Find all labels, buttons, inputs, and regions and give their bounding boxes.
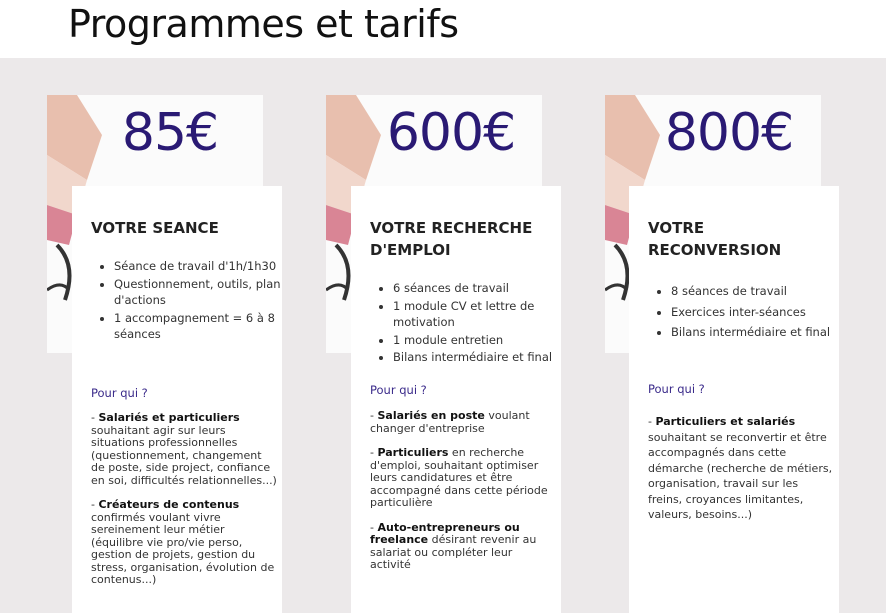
feature-list <box>374 280 561 367</box>
audience-bold: Particuliers et salariés <box>655 415 796 428</box>
audience-bold: Créateurs de contenus <box>98 498 240 511</box>
audience-text: souhaitant se reconvertir et être accompagnés dans cette démarche (recherche de métiers, organisation, travail sur les freins, croyances limitantes, valeurs, besoins...) <box>648 430 833 521</box>
feature-item: • 8 séances de travail <box>671 283 839 300</box>
price: 85€ <box>121 103 219 163</box>
price: 600€ <box>386 103 516 163</box>
audience-item: - Particuliers en recherche d'emploi, souhaitant optimiser leurs candidatures et être accompagné dans cette période particulière <box>370 446 548 509</box>
feature-item: • 1 accompagnement = 6 à 8 séances <box>114 310 282 343</box>
for-who-heading: Pour qui ? <box>91 386 148 400</box>
for-who-heading: Pour qui ? <box>648 382 705 396</box>
audience-text: souhaitant agir sur leurs situations professionnelles (questionnement, changement de poste, side project, confiance en soi, difficultés relationnelles...) <box>91 423 277 487</box>
feature-item: • 1 module entretien <box>393 332 561 349</box>
feature-item: • Bilans intermédiaire et final <box>393 349 561 366</box>
audience-bold: Salariés en poste <box>377 409 485 422</box>
for-who-heading: Pour qui ? <box>370 383 427 397</box>
feature-list <box>95 258 282 344</box>
feature-item: • 1 module CV et lettre de motivation <box>393 298 561 331</box>
audience-list <box>648 414 834 535</box>
audience-bold: Salariés et particuliers <box>98 411 240 424</box>
audience-item: - Particuliers et salariés souhaitant se reconvertir et être accompagnés dans cette démarche (recherche de métiers, organisation, travail sur les freins, croyances limitantes, valeurs, besoins...) <box>648 415 833 521</box>
price: 800€ <box>664 103 794 163</box>
card-title: VOTRE RECONVERSION <box>648 219 782 259</box>
audience-text: désirant revenir au salariat ou compléter leur activité <box>370 533 537 571</box>
audience-text: voulant changer d'entreprise <box>370 409 530 435</box>
feature-item: • Exercices inter-séances <box>671 304 839 321</box>
card-title: VOTRE SEANCE <box>91 219 219 237</box>
audience-bold: Particuliers <box>377 446 449 459</box>
feature-item: • Séance de travail d'1h/1h30 <box>114 258 282 275</box>
header <box>0 0 886 58</box>
pricing-card <box>629 186 839 613</box>
audience-item: - Auto-entrepreneurs ou freelance désirant revenir au salariat ou compléter leur activité <box>370 520 537 571</box>
audience-bold: Auto-entrepreneurs ou freelance <box>370 520 520 546</box>
feature-list <box>652 283 839 342</box>
feature-item: • Questionnement, outils, plan d'actions <box>114 276 282 309</box>
audience-item: - Créateurs de contenus confirmés voulant vivre sereinement leur métier (équilibre vie pro/vie perso, gestion de projets, gestion du stress, organisation, évolution de contenus...) <box>91 498 275 586</box>
pricing-card <box>351 186 561 613</box>
card-title: VOTRE RECHERCHE D'EMPLOI <box>370 219 533 259</box>
audience-text: confirmés voulant vivre sereinement leur métier (équilibre vie pro/vie perso, gestion de projets, gestion du stress, organisation, évolution de contenus...) <box>91 510 275 586</box>
feature-item: • Bilans intermédiaire et final <box>671 324 839 341</box>
audience-text: en recherche d'emploi, souhaitant optimiser leurs candidatures et être accompagné dans cette période particulière <box>370 446 548 509</box>
feature-item: • 6 séances de travail <box>393 280 561 297</box>
audience-list <box>91 412 277 599</box>
audience-item: - Salariés et particuliers souhaitant agir sur leurs situations professionnelles (questionnement, changement de poste, side project, confiance en soi, difficultés relationnelles...) <box>91 411 277 487</box>
pricing-card <box>72 186 282 613</box>
page-title: Programmes et tarifs <box>68 2 459 46</box>
audience-list <box>370 410 556 584</box>
audience-item: - Salariés en poste voulant changer d'entreprise <box>370 409 530 435</box>
